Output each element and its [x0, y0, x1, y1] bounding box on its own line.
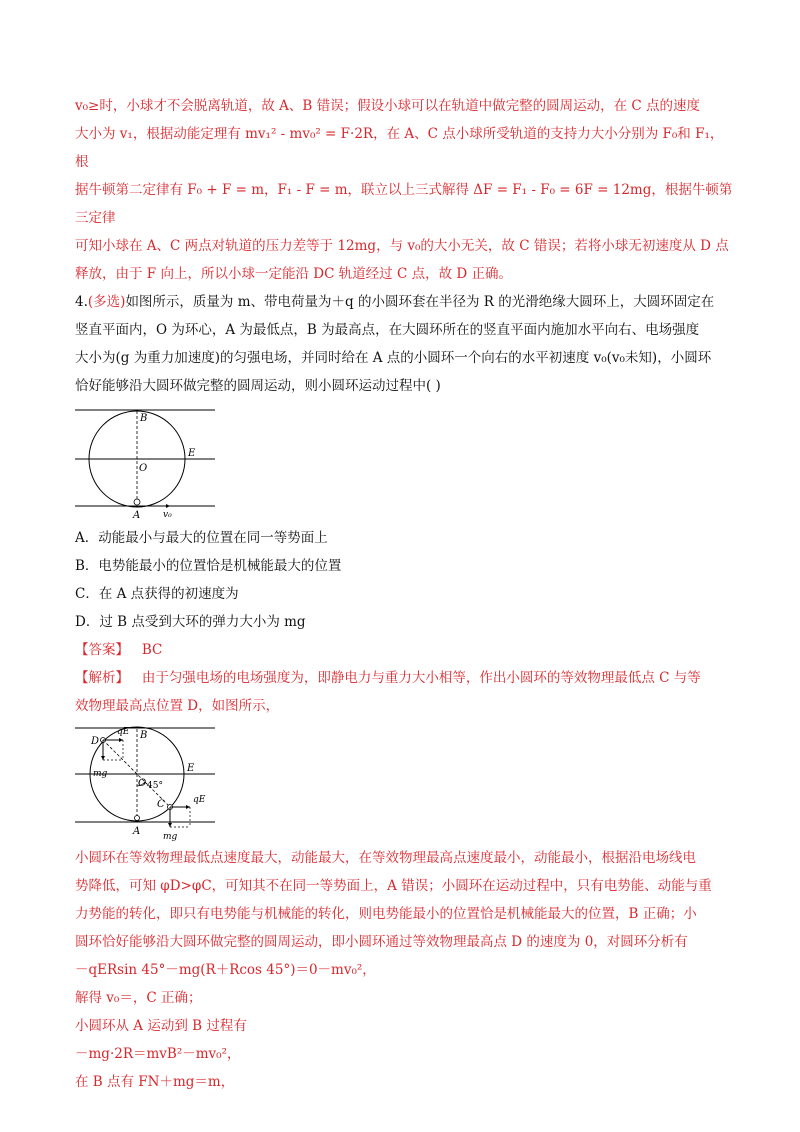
analysis-label: 【解析】: [75, 670, 129, 686]
question-tag: (多选): [87, 294, 126, 310]
equation-2: －mg·2R＝mvB²－mv₀²，: [75, 1046, 241, 1062]
text-line: 小圆环在等效物理最低点速度最大，动能最大，在等效物理最高点速度最小，动能最小，根据沿电场线电: [75, 850, 696, 866]
label-mg-left: mg: [93, 769, 108, 779]
label-B: B: [140, 730, 148, 741]
label-A: A: [133, 510, 141, 521]
analysis-figure: [75, 722, 225, 844]
label-A: A: [133, 826, 141, 837]
document-page: [75, 92, 735, 1096]
label-O: O: [138, 778, 147, 789]
equation-3: 在 B 点有 FN＋mg＝m，: [75, 1074, 235, 1090]
text-line: v₀≥时，小球才不会脱离轨道，故 A、B 错误；假设小球可以在轨道中做完整的圆周运动，在 C 点的速度: [75, 98, 701, 114]
analysis-first-line: [75, 664, 735, 692]
question-number: 4.: [75, 294, 88, 310]
label-D: D: [91, 736, 100, 747]
label-E: E: [187, 763, 195, 774]
label-mg-bottom: mg: [163, 832, 178, 842]
label-C: C: [157, 799, 165, 810]
text-line: 恰好能够沿大圆环做完整的圆周运动，则小圆环运动过程中( ): [75, 378, 441, 394]
option-b: B．电势能最小的位置恰是机械能最大的位置: [75, 558, 342, 574]
answer-value: BC: [141, 642, 163, 658]
text-line: 效物理最高点位置 D，如图所示，: [75, 698, 280, 714]
answer-line: [75, 636, 735, 664]
question-4: [75, 288, 735, 636]
analysis-text: 由于匀强电场的电场强度为，即静电力与重力大小相等，作出小圆环的等效物理最低点 C 与等: [141, 670, 701, 686]
equation-1: －qERsin 45°－mg(R＋Rcos 45°)＝0－mv₀²，: [75, 962, 376, 978]
text-line: 力势能的转化，即只有电势能与机械能的转化，则电势能最小的位置恰是机械能最大的位置，B 正确；小: [75, 906, 697, 922]
label-qE-top: qE: [117, 727, 130, 737]
label-angle: 45°: [147, 781, 163, 791]
option-a: A．动能最小与最大的位置在同一等势面上: [75, 530, 328, 546]
previous-solution: [75, 92, 735, 288]
question-figure: [75, 404, 225, 524]
option-d: D．过 B 点受到大环的弹力大小为 mg: [75, 614, 306, 630]
text-line: 圆环恰好能够沿大圆环做完整的圆周运动，即小圆环通过等效物理最高点 D 的速度为 0，对圆环分析有: [75, 934, 688, 950]
analysis: [75, 664, 735, 1096]
answer-label: 【答案】: [75, 642, 129, 658]
text-line: 竖直平面内，O 为环心，A 为最低点，B 为最高点，在大圆环所在的竖直平面内施加水平向右、电场强度: [75, 322, 700, 338]
label-v0: v₀: [163, 510, 172, 520]
text-line: 大小为(g 为重力加速度)的匀强电场，并同时给在 A 点的小圆环一个向右的水平初速度 v₀(v₀未知)，小圆环: [75, 350, 712, 366]
question-first-line: [75, 288, 735, 316]
text-line: 释放，由于 F 向上，所以小球一定能沿 DC 轨道经过 C 点，故 D 正确。: [75, 266, 513, 282]
option-c: C．在 A 点获得的初速度为: [75, 586, 239, 602]
label-O: O: [139, 463, 148, 474]
label-E: E: [188, 448, 196, 459]
label-qE-right: qE: [193, 795, 206, 805]
text-line: 据牛顿第二定律有 F₀ + F = m，F₁ - F = m，联立以上三式解得 ΔF = F₁ - F₀ = 6F = 12mg，根据牛顿第三定律: [75, 182, 733, 226]
text-line: 势降低，可知 φD>φC，可知其不在同一等势面上，A 错误；小圆环在运动过程中，只有电势能、动能与重: [75, 878, 712, 894]
label-B: B: [140, 413, 148, 424]
ab-intro: 小圆环从 A 运动到 B 过程有: [75, 1018, 247, 1034]
solve-line: 解得 v₀＝，C 正确；: [75, 990, 202, 1006]
text-line: 大小为 v₁，根据动能定理有 mv₁² - mv₀² = F·2R，在 A、C 点小球所受轨道的支持力大小分别为 F₀和 F₁，根: [75, 126, 724, 170]
text-line: 可知小球在 A、C 两点对轨道的压力差等于 12mg，与 v₀的大小无关，故 C 错误；若将小球无初速度从 D 点: [75, 238, 729, 254]
question-text: 如图所示，质量为 m、带电荷量为＋q 的小圆环套在半径为 R 的光滑绝缘大圆环上，大圆环固定在: [125, 294, 715, 310]
